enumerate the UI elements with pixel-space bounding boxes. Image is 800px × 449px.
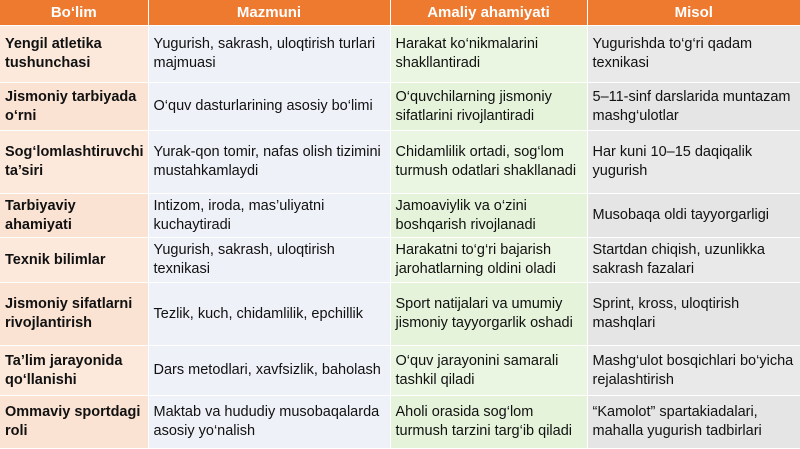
header-example: Misol	[587, 0, 800, 26]
table-row	[0, 396, 800, 449]
cell-section: Tarbiyaviy ahamiyati	[0, 194, 148, 238]
header-row	[0, 0, 800, 26]
cell-practical: O‘quv jarayonini samarali tashkil qiladi	[390, 346, 587, 396]
table-row	[0, 131, 800, 194]
cell-example: Startdan chiqish, uzunlikka sakrash fazalari	[587, 238, 800, 283]
cell-example: Har kuni 10–15 daqiqalik yugurish	[587, 131, 800, 194]
cell-practical: Chidamlilik ortadi, sog‘lom turmush odatlari shakllanadi	[390, 131, 587, 194]
cell-section: Jismoniy tarbiyada o‘rni	[0, 83, 148, 131]
cell-example: “Kamolot” spartakiadalari, mahalla yugurish tadbirlari	[587, 396, 800, 449]
cell-example: Mashg‘ulot bosqichlari bo‘yicha rejalashtirish	[587, 346, 800, 396]
cell-content: Tezlik, kuch, chidamlilik, epchillik	[148, 283, 390, 346]
cell-practical: Harakatni to‘g‘ri bajarish jarohatlarning oldini oladi	[390, 238, 587, 283]
header-content: Mazmuni	[148, 0, 390, 26]
table-row	[0, 194, 800, 238]
cell-section: Ta’lim jarayonida qo‘llanishi	[0, 346, 148, 396]
cell-section: Sog‘lomlashtiruvchi ta’siri	[0, 131, 148, 194]
cell-section: Texnik bilimlar	[0, 238, 148, 283]
cell-content: Maktab va hududiy musobaqalarda asosiy yo‘nalish	[148, 396, 390, 449]
table-row	[0, 283, 800, 346]
cell-example: Sprint, kross, uloqtirish mashqlari	[587, 283, 800, 346]
table-row	[0, 238, 800, 283]
cell-practical: Harakat ko‘nikmalarini shakllantiradi	[390, 26, 587, 83]
cell-content: O‘quv dasturlarining asosiy bo‘limi	[148, 83, 390, 131]
cell-content: Dars metodlari, xavfsizlik, baholash	[148, 346, 390, 396]
table-row	[0, 346, 800, 396]
cell-practical: Sport natijalari va umumiy jismoniy tayyorgarlik oshadi	[390, 283, 587, 346]
cell-content: Intizom, iroda, mas’uliyatni kuchaytiradi	[148, 194, 390, 238]
header-section: Bo‘lim	[0, 0, 148, 26]
table-row	[0, 26, 800, 83]
cell-example: Yugurishda to‘g‘ri qadam texnikasi	[587, 26, 800, 83]
table-row	[0, 83, 800, 131]
cell-section: Yengil atletika tushunchasi	[0, 26, 148, 83]
cell-practical: O‘quvchilarning jismoniy sifatlarini rivojlantiradi	[390, 83, 587, 131]
cell-example: 5–11-sinf darslarida muntazam mashg‘ulotlar	[587, 83, 800, 131]
header-practical: Amaliy ahamiyati	[390, 0, 587, 26]
cell-practical: Aholi orasida sog‘lom turmush tarzini targ‘ib qiladi	[390, 396, 587, 449]
cell-content: Yugurish, sakrash, uloqtirish turlari majmuasi	[148, 26, 390, 83]
cell-practical: Jamoaviylik va o‘zini boshqarish rivojlanadi	[390, 194, 587, 238]
cell-example: Musobaqa oldi tayyorgarligi	[587, 194, 800, 238]
cell-section: Jismoniy sifatlarni rivojlantirish	[0, 283, 148, 346]
cell-section: Ommaviy sportdagi roli	[0, 396, 148, 449]
cell-content: Yugurish, sakrash, uloqtirish texnikasi	[148, 238, 390, 283]
cell-content: Yurak-qon tomir, nafas olish tizimini mustahkamlaydi	[148, 131, 390, 194]
